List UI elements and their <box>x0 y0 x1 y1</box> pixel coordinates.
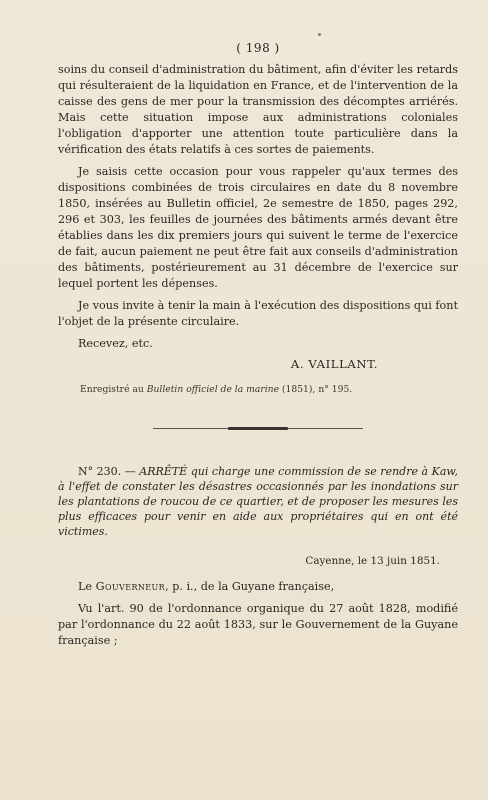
paragraph-invitation: Je vous invite à tenir la main à l'exécution des dispositions qui font l'objet de la présente circulaire. <box>58 299 458 328</box>
paragraph-reminder: Je saisis cette occasion pour vous rappeler qu'aux termes des dispositions combinées de trois circulaires en date du 8 novembre 1850, insérées au Bulletin officiel, 2e semestre de 1850, pages 292, 296 et 303, les feuilles de journées des bâtiments armés devant être établies dans les dix premiers jours qui suivent le terme de l'exercice de fait, aucun paiement ne peut être fait aux conseils d'administration des bâtiments, postérieurement au 31 décembre de l'exercice sur lequel portent les dépenses. <box>58 165 458 290</box>
page-content <box>58 40 458 649</box>
registration-note <box>58 382 458 398</box>
page-number: ( 198 ) <box>236 41 280 55</box>
signature: A. VAILLANT. <box>290 357 378 371</box>
registration-bulletin-title: Bulletin officiel de la marine <box>146 384 280 395</box>
registration-prefix: Enregistré au <box>80 384 147 395</box>
paragraph-continuation: soins du conseil d'administration du bâtiment, afin d'éviter les retards qui résulteraient de la liquidation en France, et de l'intervention de la caisse des gens de mer pour la transmission des décomptes arriérés. Mais cette situation impose aux administrations coloniales l'obligation d'apporter une attention toute particulière dans la vérification des états relatifs à ces sortes de paiements. <box>58 63 458 156</box>
governor-title: Gouverneur <box>95 580 166 593</box>
governor-line <box>58 579 458 595</box>
paragraph-closing: Recevez, etc. <box>78 337 153 350</box>
paragraph-vu: Vu l'art. 90 de l'ordonnance organique du 27 août 1828, modifié par l'ordonnance du 22 août 1833, sur le Gouvernement de la Guyane française ; <box>58 602 458 647</box>
section-divider <box>153 424 363 434</box>
governor-prefix: Le <box>78 580 96 593</box>
paper-speck <box>318 33 321 36</box>
registration-suffix: (1851), n° 195. <box>279 384 353 395</box>
arrete-heading <box>58 464 458 539</box>
dateline: Cayenne, le 13 juin 1851. <box>305 555 440 567</box>
arrete-number: N° 230. — <box>78 465 140 478</box>
arrete-title: ARRÊTÉ qui charge une commission de se rendre à Kaw, à l'effet de constater les désastres occasionnés par les inondations sur les plantations de roucou de ce quartier, et de proposer les mesures les plus efficaces pour venir en aide aux propriétaires qui en ont été victimes. <box>58 465 459 538</box>
governor-rest: , p. i., de la Guyane française, <box>165 580 335 593</box>
divider-ornament <box>228 427 288 430</box>
